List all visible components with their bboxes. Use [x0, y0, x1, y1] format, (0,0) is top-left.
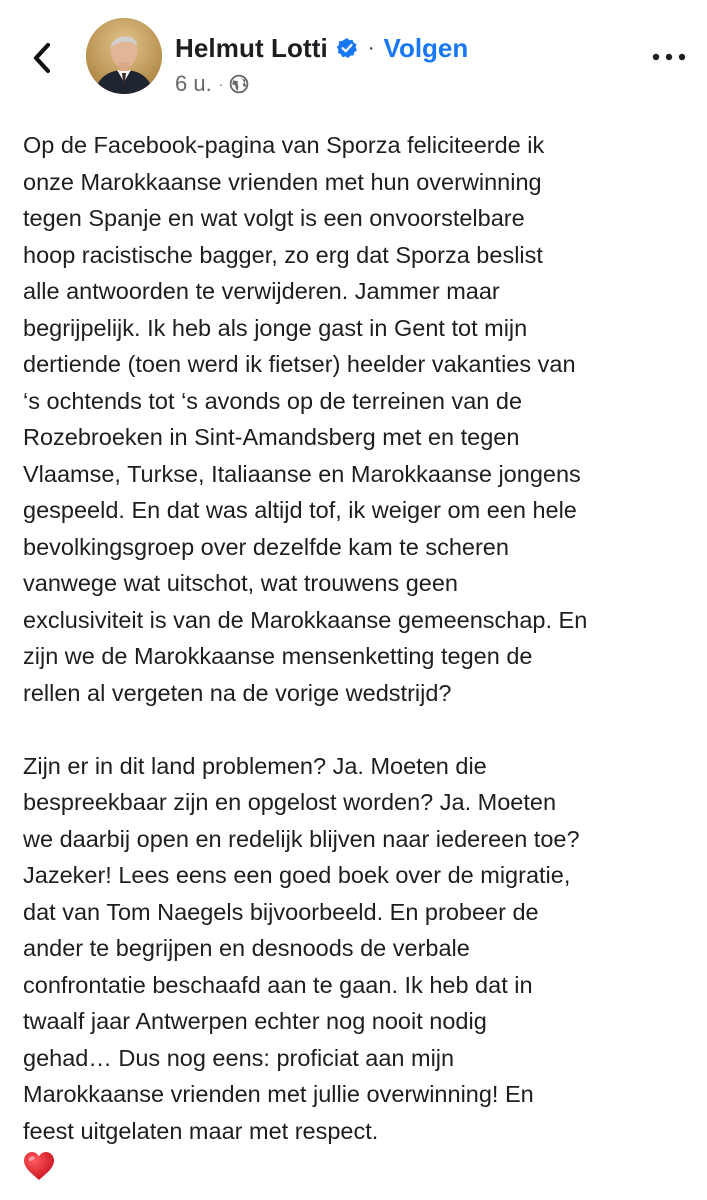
meta-separator: · [218, 76, 224, 92]
verified-badge-icon [336, 37, 358, 59]
author-row [175, 30, 468, 66]
red-heart-emoji [22, 1150, 56, 1182]
more-options-button[interactable] [651, 42, 687, 72]
post-header [0, 0, 707, 110]
post-meta [175, 70, 249, 98]
follow-button[interactable]: Volgen [383, 32, 469, 63]
post-paragraph-2: Zijn er in dit land problemen? Ja. Moeten die bespreekbaar zijn en opgelost worden? Ja. Moeten we daarbij open en redelijk blijven naar iedereen toe? Jazeker! Lees eens een goed boek over de migratie, dat van Tom Naegels bijvoorbeeld. En probeer de ander te begrijpen en desnoods de verbale confrontatie beschaafd aan te gaan. Ik heb dat in twaalf jaar Antwerpen echter nog nooit nodig gehad… Dus nog eens: proficiat aan mijn Marokkaanse vrienden met jullie overwinning! En feest uitgelaten maar met respect. [23, 752, 580, 1144]
post-body [23, 127, 691, 1149]
profile-photo [86, 18, 162, 94]
chevron-left-icon [31, 41, 53, 75]
more-horizontal-icon [652, 53, 686, 61]
globe-icon [229, 74, 249, 94]
back-button[interactable] [22, 36, 62, 80]
avatar[interactable] [86, 18, 162, 94]
author-name[interactable]: Helmut Lotti [175, 32, 328, 63]
post-paragraph-1: Op de Facebook-pagina van Sporza feliciteerde ik onze Marokkaanse vrienden met hun overwinning tegen Spanje en wat volgt is een onvoorstelbare hoop racistische bagger, zo erg dat Sporza beslist alle antwoorden te verwijderen. Jammer maar begrijpelijk. Ik heb als jonge gast in Gent tot mijn dertiende (toen werd ik fietser) heelder vakanties van ‘s ochtends tot ‘s avonds op de terreinen van de Rozebroeken in Sint-Amandsberg met en tegen Vlaamse, Turkse, Italiaanse en Marokkaanse jongens gespeeld. En dat was altijd tof, ik weiger om een hele bevolkingsgroep over dezelfde kam te scheren vanwege wat uitschot, wat trouwens geen exclusiviteit is van de Marokkaanse gemeenschap. En zijn we de Marokkaanse mensenketting tegen de rellen al vergeten na de vorige wedstrijd? [23, 132, 588, 706]
post-timestamp[interactable]: 6 u. [175, 71, 212, 96]
name-separator: · [367, 36, 375, 59]
